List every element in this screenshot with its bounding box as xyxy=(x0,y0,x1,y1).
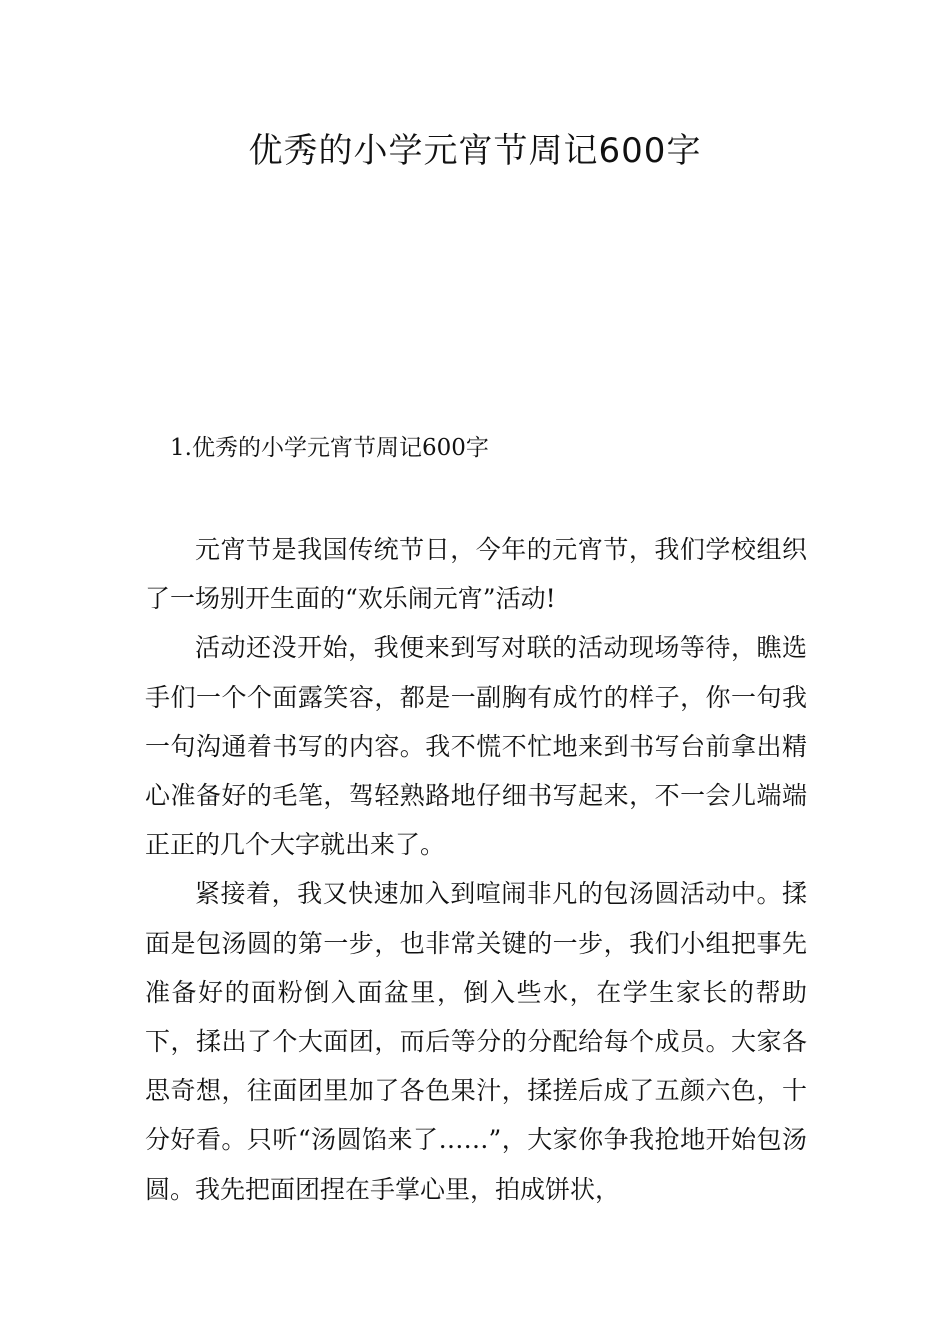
paragraph-3: 紧接着，我又快速加入到喧闹非凡的包汤圆活动中。揉面是包汤圆的第一步，也非常关键的一步，我们小组把事先准备好的面粉倒入面盆里，倒入些水，在学生家长的帮助下，揉出了个大面团，而后等分的分配给每个成员。大家各思奇想，往面团里加了各色果汁，揉搓后成了五颜六色，十分好看。只听“汤圆馅来了……”，大家你争我抢地开始包汤圆。我先把面团捏在手掌心里，拍成饼状， xyxy=(145,879,807,1204)
paragraph-1: 元宵节是我国传统节日，今年的元宵节，我们学校组织了一场别开生面的“欢乐闹元宵”活动! xyxy=(145,535,807,614)
body-text xyxy=(145,525,807,1214)
paragraph-2: 活动还没开始，我便来到写对联的活动现场等待，瞧选手们一个个面露笑容，都是一副胸有成竹的样子，你一句我一句沟通着书写的内容。我不慌不忙地来到书写台前拿出精心准备好的毛笔，驾轻熟路地仔细书写起来，不一会儿端端正正的几个大字就出来了。 xyxy=(145,633,807,860)
section-heading: 1.优秀的小学元宵节周记600字 xyxy=(170,435,489,461)
document-title: 优秀的小学元宵节周记600字 xyxy=(248,131,702,171)
